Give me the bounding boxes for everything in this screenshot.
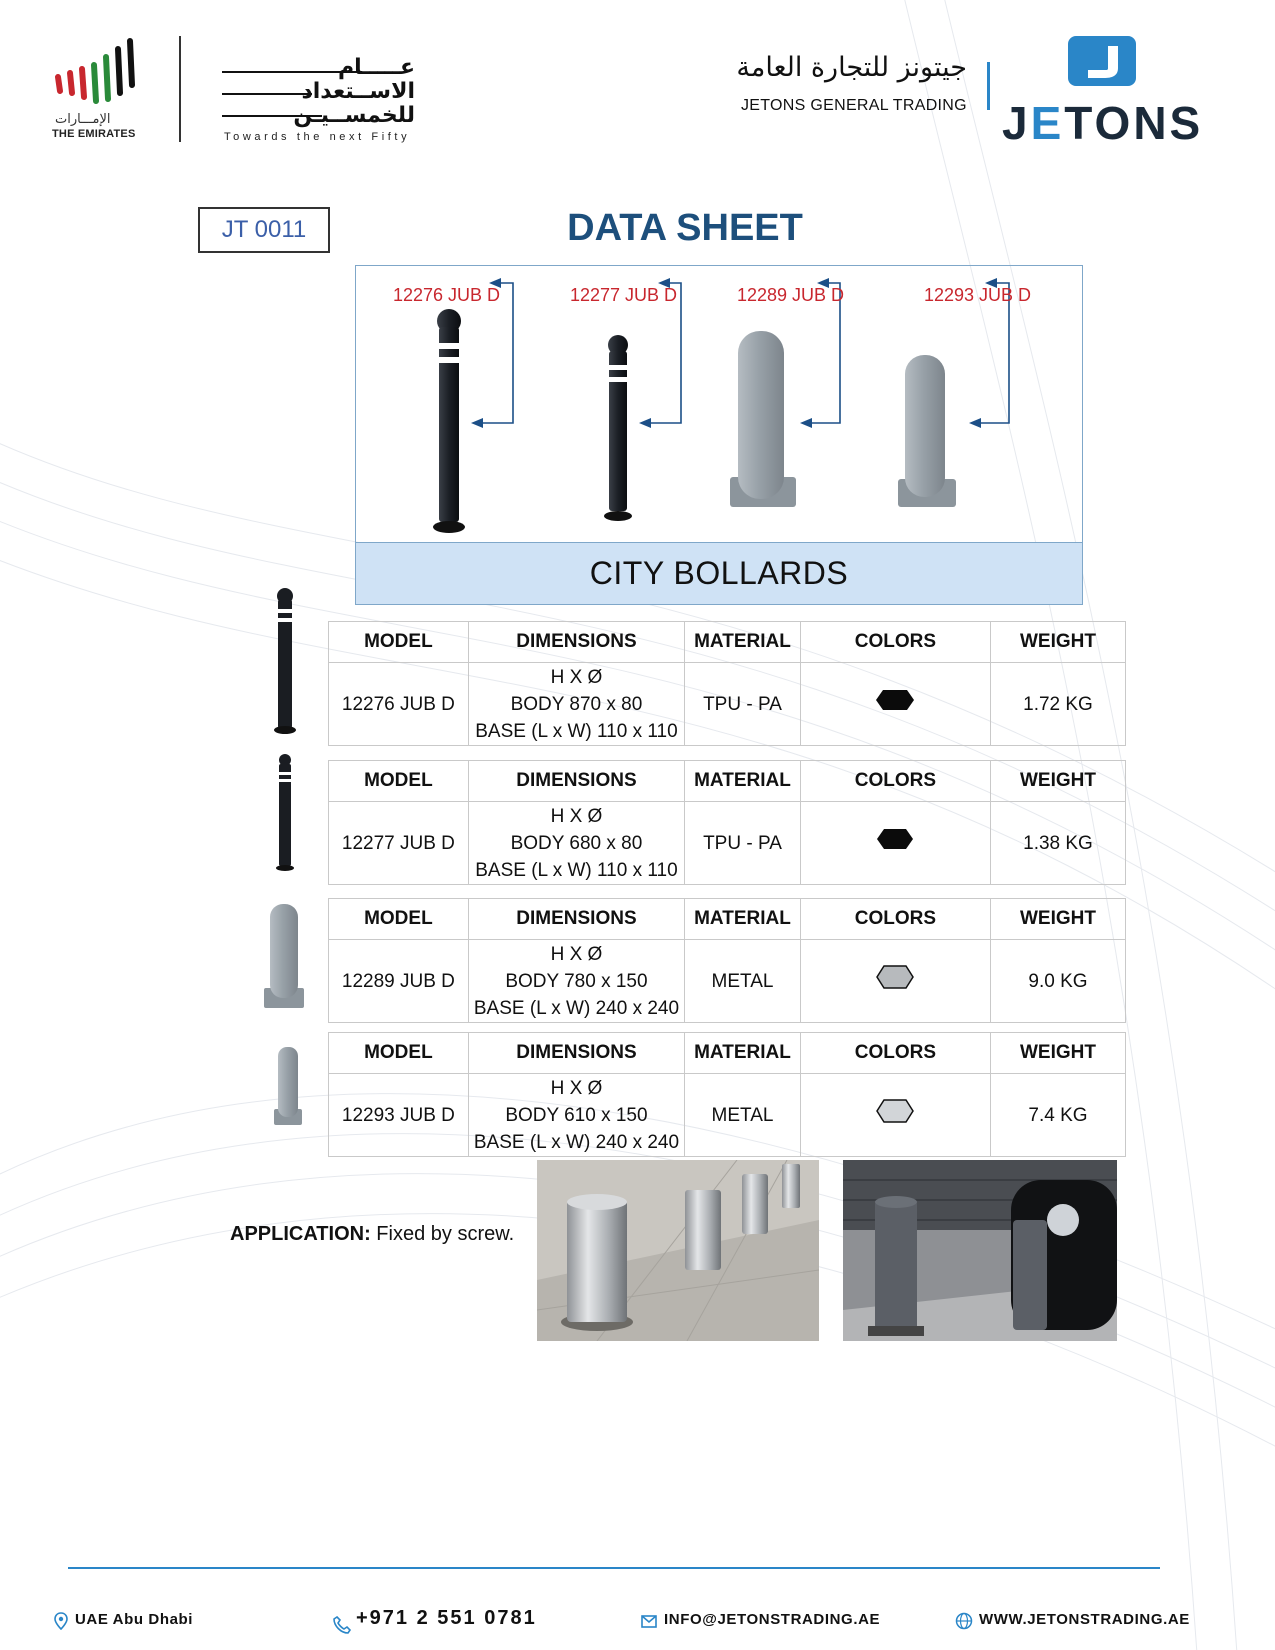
footer-location: UAE Abu Dhabi: [75, 1611, 194, 1628]
product-code: JT 0011: [198, 207, 330, 253]
dimensions-value: [468, 940, 684, 1023]
section-title: CITY BOLLARDS: [355, 542, 1083, 605]
header-material: MATERIAL: [685, 899, 801, 940]
thumb-12276: [270, 585, 300, 735]
header-model: MODEL: [329, 1033, 469, 1074]
footer-email[interactable]: INFO@JETONSTRADING.AE: [664, 1611, 881, 1628]
dim-line-1: H X Ø: [550, 666, 603, 688]
header-material: MATERIAL: [685, 1033, 801, 1074]
black-hexagon-swatch: [875, 689, 915, 711]
fifty-logo-english: Towards the next Fifty: [224, 131, 411, 143]
application-note: [230, 1223, 514, 1246]
bollard-12293-image: [898, 355, 956, 507]
weight-value: 1.38 KG: [990, 802, 1125, 885]
application-text: Fixed by screw.: [376, 1223, 515, 1245]
header-model: MODEL: [329, 899, 469, 940]
dim-line-3: BASE (L x W) 240 x 240: [473, 997, 680, 1019]
header-material: MATERIAL: [685, 622, 801, 663]
product-label-3: 12289 JUB D: [737, 285, 845, 305]
fifty-line-1: عـــــام: [337, 55, 415, 80]
color-swatch-cell: [800, 663, 990, 746]
email-icon: [640, 1612, 658, 1630]
dim-line-2: BODY 610 x 150: [505, 1104, 648, 1126]
fifty-line-3: للخمســيـن: [293, 103, 415, 128]
header-weight: WEIGHT: [990, 761, 1125, 802]
header-weight: WEIGHT: [990, 899, 1125, 940]
header-colors: COLORS: [800, 1033, 990, 1074]
black-hexagon-swatch: [876, 828, 914, 850]
wordmark-tons: TONS: [1064, 97, 1204, 149]
emirates-arabic-text: الإمـــارات: [55, 112, 111, 127]
jetons-logo-mark: [1068, 36, 1136, 86]
fifty-line-2: الاســتعداد: [301, 79, 415, 104]
header-colors: COLORS: [800, 761, 990, 802]
header-colors: COLORS: [800, 622, 990, 663]
bollard-12277-image: [604, 335, 632, 521]
location-pin-icon: [52, 1612, 70, 1630]
dim-line-2: BODY 780 x 150: [505, 970, 648, 992]
dim-line-3: BASE (L x W) 240 x 240: [473, 1131, 680, 1153]
color-swatch-cell: [800, 802, 990, 885]
emirates-english-text: THE EMIRATES: [52, 128, 136, 140]
material-value: TPU - PA: [685, 802, 801, 885]
dim-line-2: BODY 870 x 80: [510, 693, 643, 715]
jetons-wordmark: [1002, 96, 1203, 150]
bollard-12289-image: [730, 331, 796, 507]
spec-table-12277: [328, 760, 1126, 885]
company-divider: [987, 62, 990, 110]
header-material: MATERIAL: [685, 761, 801, 802]
dim-line-2: BODY 680 x 80: [510, 832, 643, 854]
dimensions-value: [468, 1074, 684, 1157]
dim-line-1: H X Ø: [550, 943, 603, 965]
model-value: 12277 JUB D: [329, 802, 469, 885]
thumb-12293: [272, 1045, 304, 1127]
model-value: 12276 JUB D: [329, 663, 469, 746]
thumb-12277: [272, 752, 298, 874]
product-label-1: 12276 JUB D: [393, 285, 501, 305]
model-value: 12293 JUB D: [329, 1074, 469, 1157]
company-name-english: JETONS GENERAL TRADING: [741, 97, 967, 114]
weight-value: 1.72 KG: [990, 663, 1125, 746]
dimensions-value: [468, 663, 684, 746]
color-swatch-cell: [800, 940, 990, 1023]
weight-value: 7.4 KG: [990, 1074, 1125, 1157]
wordmark-j: J: [1002, 97, 1031, 149]
header-divider: [179, 36, 181, 142]
material-value: TPU - PA: [685, 663, 801, 746]
globe-icon: [955, 1612, 973, 1630]
header-dimensions: DIMENSIONS: [468, 1033, 684, 1074]
material-value: METAL: [685, 1074, 801, 1157]
header-dimensions: DIMENSIONS: [468, 899, 684, 940]
header-weight: WEIGHT: [990, 1033, 1125, 1074]
header-model: MODEL: [329, 622, 469, 663]
weight-value: 9.0 KG: [990, 940, 1125, 1023]
model-value: 12289 JUB D: [329, 940, 469, 1023]
footer-divider: [68, 1567, 1160, 1569]
spec-table-12293: [328, 1032, 1126, 1157]
application-photo-grey-bollard: [843, 1160, 1117, 1341]
thumb-12289: [262, 902, 306, 1010]
material-value: METAL: [685, 940, 801, 1023]
dim-line-1: H X Ø: [550, 1077, 603, 1099]
dim-line-3: BASE (L x W) 110 x 110: [475, 720, 678, 742]
header-dimensions: DIMENSIONS: [468, 622, 684, 663]
company-name-arabic: جيتونز للتجارة العامة: [736, 52, 967, 83]
product-label-4: 12293 JUB D: [924, 285, 1032, 305]
header-model: MODEL: [329, 761, 469, 802]
header-colors: COLORS: [800, 899, 990, 940]
grey-hexagon-swatch: [876, 965, 914, 989]
light-grey-hexagon-swatch: [876, 1099, 914, 1123]
footer-website[interactable]: WWW.JETONSTRADING.AE: [979, 1611, 1190, 1628]
dim-line-1: H X Ø: [550, 805, 603, 827]
product-label-2: 12277 JUB D: [570, 285, 678, 305]
wordmark-e: E: [1030, 97, 1065, 149]
application-label: APPLICATION:: [230, 1223, 371, 1245]
dimensions-value: [468, 802, 684, 885]
application-photo-steel-bollards: [537, 1160, 819, 1341]
bollard-12276-image: [433, 309, 465, 533]
color-swatch-cell: [800, 1074, 990, 1157]
header-weight: WEIGHT: [990, 622, 1125, 663]
spec-table-12289: [328, 898, 1126, 1023]
phone-icon: [333, 1616, 351, 1634]
fifty-logo-arabic: [225, 56, 415, 128]
product-illustrations: [355, 265, 1083, 545]
spec-table-12276: [328, 621, 1126, 746]
page-title: DATA SHEET: [567, 207, 803, 249]
header-dimensions: DIMENSIONS: [468, 761, 684, 802]
footer-phone[interactable]: +971 2 551 0781: [356, 1607, 537, 1629]
dim-line-3: BASE (L x W) 110 x 110: [475, 859, 678, 881]
